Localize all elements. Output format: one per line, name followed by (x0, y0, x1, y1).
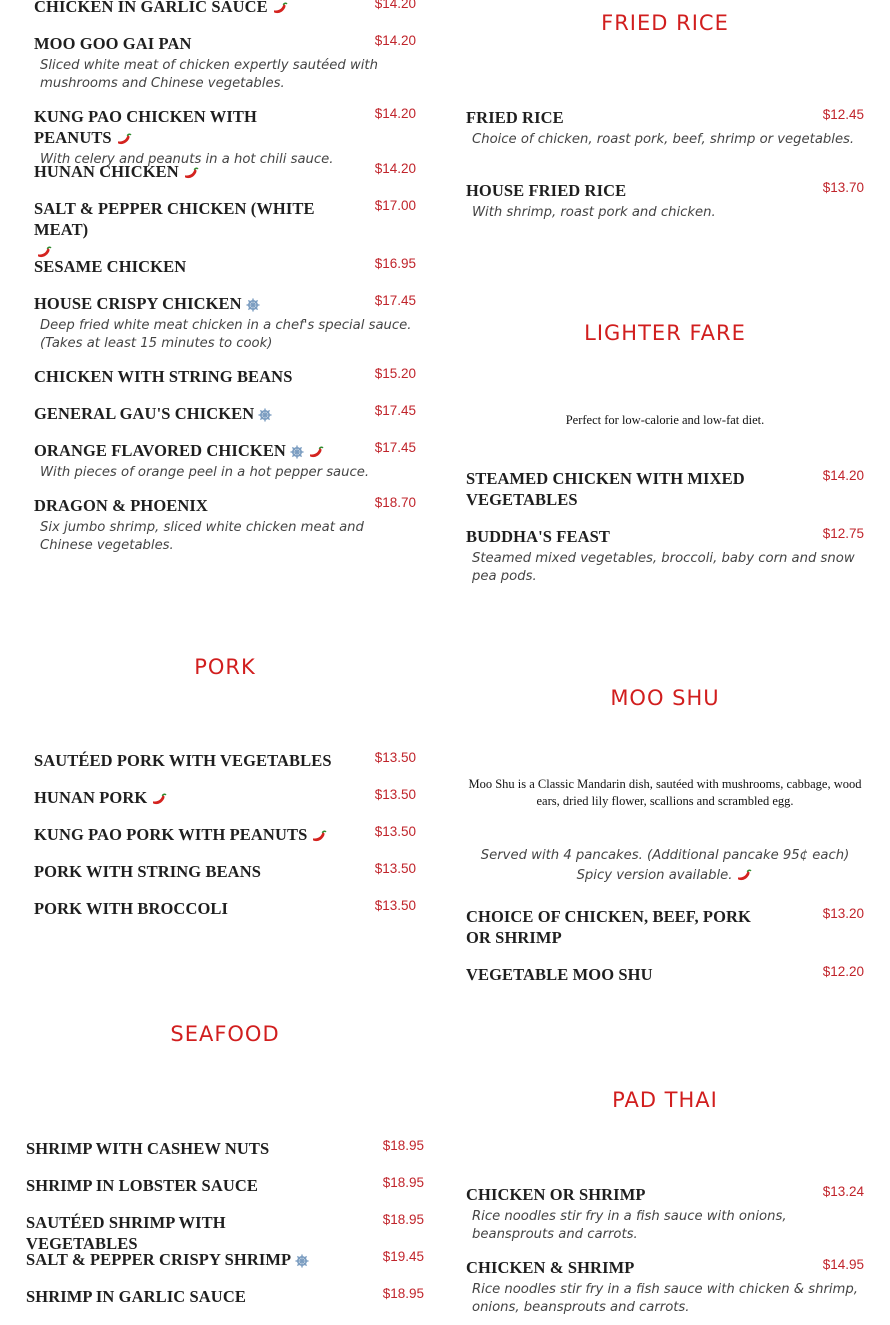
wheel-icon (290, 445, 304, 459)
item-name: CHICKEN & SHRIMP (466, 1258, 635, 1277)
item-name: HUNAN CHICKEN (34, 161, 334, 182)
item-description: Sliced white meat of chicken expertly sautéed with mushrooms and Chinese vegetables. (40, 58, 378, 91)
serving-note-line: Served with 4 pancakes. (Additional pancake 95¢ each) (480, 848, 850, 863)
item-name: SALT & PEPPER CRISPY SHRIMP (26, 1249, 326, 1270)
menu-item (34, 293, 416, 353)
section-note: Moo Shu is a Classic Mandarin dish, sautéed with mushrooms, cabbage, wood ears, dried lily flower, scallions and scrambled egg. (468, 777, 862, 808)
item-price: $14.20 (374, 0, 416, 11)
chili-pepper-icon (183, 167, 200, 180)
item-name: MOO GOO GAI PAN (34, 34, 192, 53)
item-name: CHICKEN IN GARLIC SAUCE (34, 0, 334, 17)
item-price: $13.50 (374, 750, 416, 765)
item-name: SAUTÉED SHRIMP WITH VEGETABLES (26, 1213, 226, 1253)
item-name: KUNG PAO PORK WITH PEANUTS (34, 824, 334, 845)
item-price: $13.50 (374, 861, 416, 876)
menu-item (26, 1212, 424, 1254)
menu-item (34, 495, 416, 555)
menu-item (26, 1138, 424, 1159)
item-price: $18.95 (382, 1212, 424, 1227)
item-name: CHOICE OF CHICKEN, BEEF, PORK OR SHRIMP (466, 907, 751, 947)
chili-pepper-icon (736, 869, 753, 882)
menu-item (466, 964, 864, 985)
item-price: $16.95 (374, 256, 416, 271)
item-price: $14.20 (374, 33, 416, 48)
menu-item (34, 750, 416, 771)
item-name: DRAGON & PHOENIX (34, 496, 208, 515)
section-heading-seafood: SEAFOOD (170, 1022, 280, 1046)
chili-pepper-icon (151, 793, 168, 806)
item-name: VEGETABLE MOO SHU (466, 965, 653, 984)
item-description: Rice noodles stir fry in a fish sauce with chicken & shrimp, onions, beansprouts and carrots. (472, 1282, 858, 1315)
item-price: $14.20 (374, 161, 416, 176)
item-price: $12.75 (822, 526, 864, 541)
item-name: SHRIMP IN LOBSTER SAUCE (26, 1176, 258, 1195)
menu-item (34, 256, 416, 277)
serving-note-line: Spicy version available. (466, 866, 864, 886)
menu-item (34, 0, 416, 17)
chili-pepper-icon (311, 830, 328, 843)
item-price: $19.45 (382, 1249, 424, 1264)
item-name: BUDDHA'S FEAST (466, 527, 610, 546)
item-name: HUNAN PORK (34, 787, 334, 808)
item-price: $12.45 (822, 107, 864, 122)
menu-item (466, 180, 864, 222)
item-name: CHICKEN OR SHRIMP (466, 1185, 646, 1204)
item-description: With celery and peanuts in a hot chili sauce. (40, 152, 334, 167)
item-price: $14.95 (822, 1257, 864, 1272)
item-description: Choice of chicken, roast pork, beef, shrimp or vegetables. (472, 132, 855, 147)
menu-item (34, 161, 416, 182)
menu-item (34, 366, 416, 387)
menu-item (466, 107, 864, 149)
menu-item (26, 1249, 424, 1270)
item-name: FRIED RICE (466, 108, 564, 127)
item-price: $13.50 (374, 824, 416, 839)
item-price: $14.20 (822, 468, 864, 483)
item-name: ORANGE FLAVORED CHICKEN (34, 440, 334, 461)
section-note: Perfect for low-calorie and low-fat diet. (565, 413, 765, 427)
menu-item (34, 440, 416, 482)
item-price: $13.70 (822, 180, 864, 195)
menu-item (34, 403, 416, 424)
menu-item (466, 906, 864, 948)
item-price: $13.24 (822, 1184, 864, 1199)
item-name: PORK WITH BROCCOLI (34, 899, 229, 918)
item-name: STEAMED CHICKEN WITH MIXED VEGETABLES (466, 469, 745, 509)
item-price: $18.95 (382, 1138, 424, 1153)
item-price: $13.50 (374, 898, 416, 913)
chili-pepper-icon (272, 2, 289, 15)
item-description: With pieces of orange peel in a hot pepper sauce. (40, 465, 370, 480)
menu-item (34, 787, 416, 808)
section-heading-fried-rice: FRIED RICE (601, 11, 729, 35)
item-name: SHRIMP WITH CASHEW NUTS (26, 1139, 270, 1158)
menu-item (466, 468, 864, 510)
item-price: $18.95 (382, 1286, 424, 1301)
item-name: CHICKEN WITH STRING BEANS (34, 367, 293, 386)
item-name: SAUTÉED PORK WITH VEGETABLES (34, 751, 332, 770)
section-heading-pad-thai: PAD THAI (612, 1088, 718, 1112)
item-description: Deep fried white meat chicken in a chef's special sauce. (Takes at least 15 minutes to cook) (40, 318, 412, 351)
item-description: With shrimp, roast pork and chicken. (472, 205, 716, 220)
item-price: $17.45 (374, 293, 416, 308)
item-price: $17.00 (374, 198, 416, 213)
item-price: $18.70 (374, 495, 416, 510)
wheel-icon (258, 408, 272, 422)
item-price: $13.50 (374, 787, 416, 802)
menu-item (466, 1257, 864, 1317)
menu-item (466, 1184, 864, 1244)
menu-item (26, 1175, 424, 1196)
menu-item (34, 106, 416, 169)
item-description: Steamed mixed vegetables, broccoli, baby corn and snow pea pods. (472, 551, 855, 584)
item-price: $13.20 (822, 906, 864, 921)
menu-item (34, 824, 416, 845)
item-name: HOUSE FRIED RICE (466, 181, 627, 200)
item-name: SALT & PEPPER CHICKEN (WHITE MEAT) (34, 198, 334, 261)
section-heading-moo-shu: MOO SHU (610, 686, 720, 710)
item-description: Six jumbo shrimp, sliced white chicken meat and Chinese vegetables. (40, 520, 364, 553)
section-heading-lighter-fare: LIGHTER FARE (584, 321, 746, 345)
item-price: $17.45 (374, 440, 416, 455)
chili-pepper-icon (116, 133, 133, 146)
wheel-icon (295, 1254, 309, 1268)
menu-item (34, 861, 416, 882)
serving-note (466, 846, 864, 886)
item-price: $18.95 (382, 1175, 424, 1190)
menu-item (26, 1286, 424, 1307)
item-name: KUNG PAO CHICKEN WITH PEANUTS (34, 107, 257, 147)
item-name: GENERAL GAU'S CHICKEN (34, 403, 334, 424)
wheel-icon (246, 298, 260, 312)
item-price: $17.45 (374, 403, 416, 418)
item-name: HOUSE CRISPY CHICKEN (34, 293, 334, 314)
menu-item (466, 526, 864, 586)
item-price: $12.20 (822, 964, 864, 979)
menu-item (34, 198, 416, 261)
item-price: $15.20 (374, 366, 416, 381)
item-name: SHRIMP IN GARLIC SAUCE (26, 1287, 246, 1306)
item-name: PORK WITH STRING BEANS (34, 862, 261, 881)
section-heading-pork: PORK (194, 655, 256, 679)
menu-item (34, 33, 416, 93)
chili-pepper-icon (308, 446, 325, 459)
item-name: SESAME CHICKEN (34, 257, 187, 276)
item-price: $14.20 (374, 106, 416, 121)
item-description: Rice noodles stir fry in a fish sauce with onions, beansprouts and carrots. (472, 1209, 787, 1242)
menu-item (34, 898, 416, 919)
